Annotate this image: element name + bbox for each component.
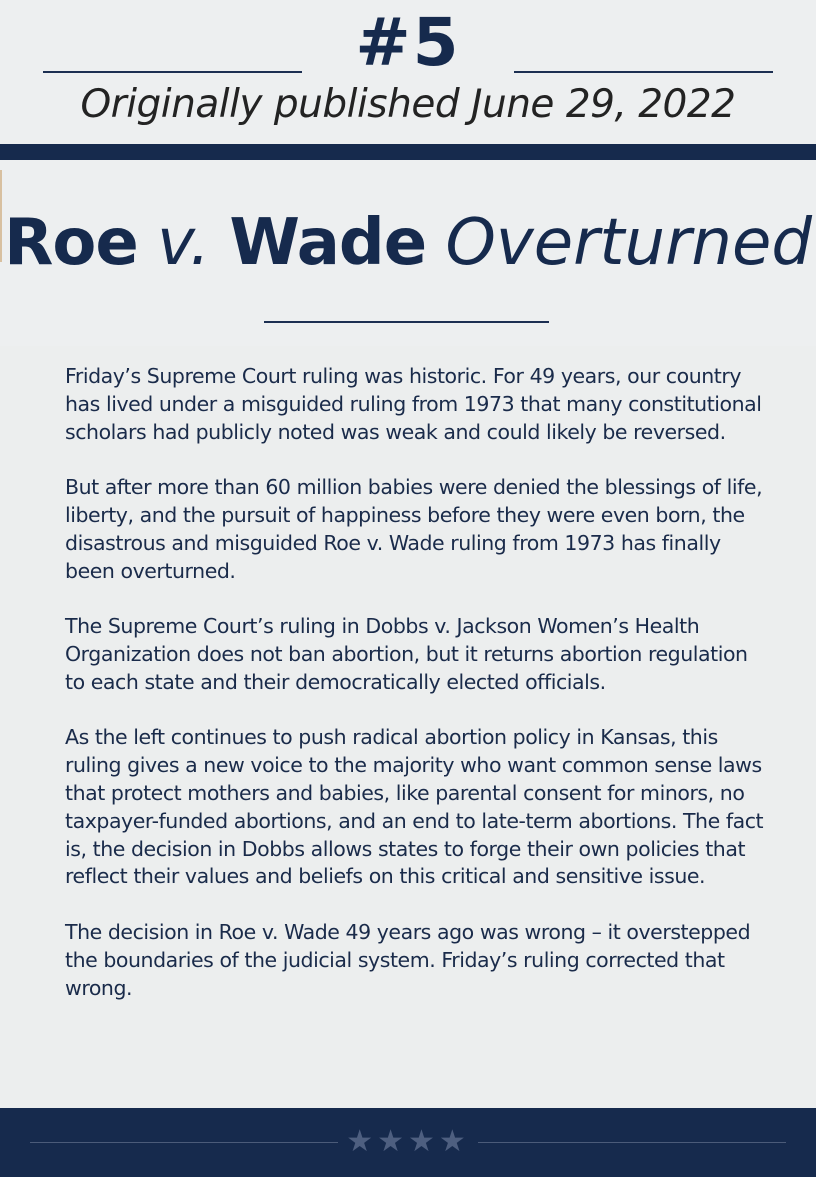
- headline-roe: Roe: [4, 206, 138, 280]
- paragraph-2: But after more than 60 million babies were denied the blessings of life, liberty, and the pursuit of happiness before they were even born, the disastrous and misguided Roe v. Wade ruling from 1973 has finally been overturned.: [65, 475, 763, 583]
- headline-overturned: Overturned: [445, 206, 812, 280]
- footer-band: [0, 1108, 816, 1177]
- article-body: [65, 363, 765, 1030]
- paragraph-3: The Supreme Court’s ruling in Dobbs v. Jackson Women’s Health Organization does not ban abortion, but it returns abortion regulation to each state and their democratically elected officials.: [65, 614, 748, 694]
- footer-rule-right: [478, 1142, 786, 1143]
- header-divider-band: [0, 144, 816, 160]
- headline: [0, 206, 816, 280]
- paragraph-1: Friday’s Supreme Court ruling was historic. For 49 years, our country has lived under a misguided ruling from 1973 that many constitutional scholars had publicly noted was weak and could likely be reversed.: [65, 364, 762, 444]
- paragraph-5: The decision in Roe v. Wade 49 years ago was wrong – it overstepped the boundaries of the judicial system. Friday’s ruling corrected that wrong.: [65, 919, 751, 1000]
- headline-wade: Wade: [229, 206, 427, 280]
- issue-number: #5: [355, 4, 461, 81]
- footer-rule-left: [30, 1142, 338, 1143]
- publication-date: Originally published June 29, 2022: [80, 82, 736, 127]
- title-rule: [264, 321, 549, 323]
- headline-v: v.: [157, 206, 211, 280]
- header-rule-right: [514, 71, 773, 73]
- header-rule-left: [43, 71, 302, 73]
- header-section: [0, 0, 816, 144]
- star-icons: ★★★★: [346, 1124, 470, 1159]
- paragraph-4: As the left continues to push radical abortion policy in Kansas, this ruling gives a new voice to the majority who want common sense laws that protect mothers and babies, like parental consent for minors, no taxpayer-funded abortions, and an end to late-term abortions. The fact is, the decision in Dobbs allows states to forge their own policies that reflect their values and beliefs on this critical and sensitive issue.: [65, 725, 764, 889]
